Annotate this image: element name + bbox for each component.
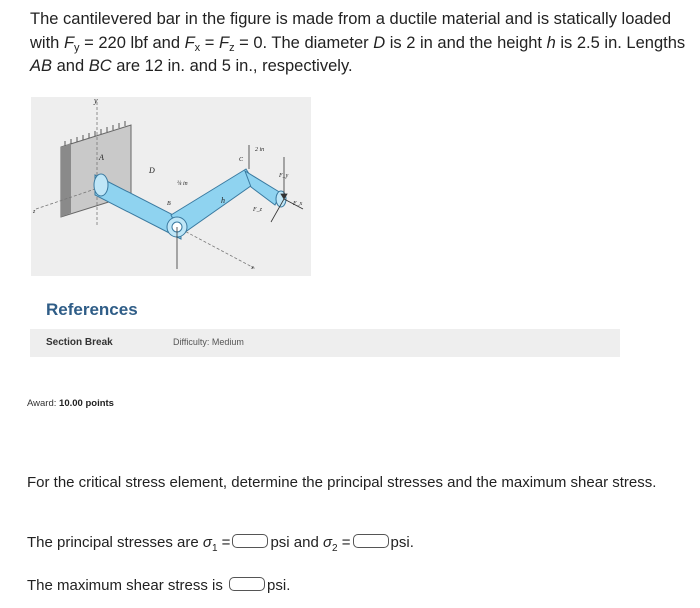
- equals-sign: =: [337, 534, 351, 551]
- ab-symbol: AB: [30, 57, 53, 75]
- problem-text: is 2 in and the height: [385, 33, 547, 52]
- bc-symbol: BC: [88, 57, 112, 75]
- problem-text: = 0. The diameter: [234, 33, 374, 52]
- problem-text: are 12 in. and 5 in., respectively.: [111, 57, 353, 75]
- label-fy: F_y: [279, 173, 289, 179]
- max-shear-line: [27, 577, 290, 594]
- principal-prefix: The principal stresses are: [27, 534, 203, 551]
- sigma1-subscript: 1: [211, 543, 218, 554]
- sigma-glyph: σ: [202, 534, 212, 551]
- principal-stresses-line: [27, 534, 414, 554]
- fz-subscript: z: [229, 41, 235, 54]
- h-symbol: h: [546, 33, 556, 52]
- psi-and-text: psi and: [270, 534, 323, 551]
- fx-symbol: F: [184, 33, 195, 52]
- award-label: Award:: [27, 398, 57, 409]
- sigma1-symbol: [202, 534, 218, 554]
- difficulty-label: Difficulty: Medium: [173, 337, 244, 347]
- cantilever-figure: [31, 97, 311, 276]
- label-y: y: [94, 97, 98, 105]
- max-shear-prefix: The maximum shear stress is: [27, 577, 228, 594]
- section-break-label: Section Break: [46, 337, 113, 348]
- label-quarter-in: ¼ in: [177, 181, 188, 187]
- equals-text: =: [200, 33, 219, 52]
- label-c: C: [239, 157, 244, 163]
- d-symbol: D: [373, 33, 386, 52]
- sigma2-symbol: [323, 534, 338, 554]
- sigma2-input[interactable]: [353, 534, 389, 548]
- label-h: h: [221, 196, 225, 205]
- sigma2-subscript: 2: [332, 543, 338, 554]
- psi-end-text: psi.: [390, 534, 414, 551]
- sigma1-input[interactable]: [232, 534, 268, 548]
- label-d: D: [149, 166, 155, 175]
- fy-symbol: F: [63, 33, 75, 52]
- problem-text: is 2.5 in. Lengths: [555, 33, 686, 52]
- label-fz: F_z: [253, 207, 262, 213]
- references-heading[interactable]: References: [46, 300, 138, 319]
- section-break-bar: [30, 329, 620, 357]
- fy-subscript: y: [74, 41, 80, 54]
- problem-text: The cantilevered bar in the figure is made from a ductile material and is statically loaded with: [30, 10, 672, 52]
- cantilever-diagram: [31, 97, 311, 276]
- psi-text: psi.: [267, 577, 291, 594]
- award-points: [27, 398, 114, 409]
- fz-symbol: F: [218, 33, 230, 52]
- sigma-glyph: σ: [323, 534, 333, 551]
- label-a: A: [99, 153, 104, 162]
- fx-subscript: x: [194, 41, 201, 54]
- problem-statement: [30, 8, 690, 79]
- award-value: 10.00 points: [59, 398, 114, 409]
- crank-bc: [167, 169, 255, 237]
- max-shear-input[interactable]: [229, 577, 265, 591]
- label-z: z: [33, 209, 36, 215]
- question-text: For the critical stress element, determine the principal stresses and the maximum shear stress.: [27, 474, 657, 491]
- fy-value: = 220 lbf and: [79, 33, 185, 52]
- label-2in: 2 in: [255, 147, 265, 153]
- equals-sign: =: [217, 534, 231, 551]
- label-x: x: [251, 265, 254, 271]
- problem-text: and: [52, 57, 89, 75]
- label-fx: F_x: [293, 201, 303, 207]
- label-b: B: [167, 201, 171, 207]
